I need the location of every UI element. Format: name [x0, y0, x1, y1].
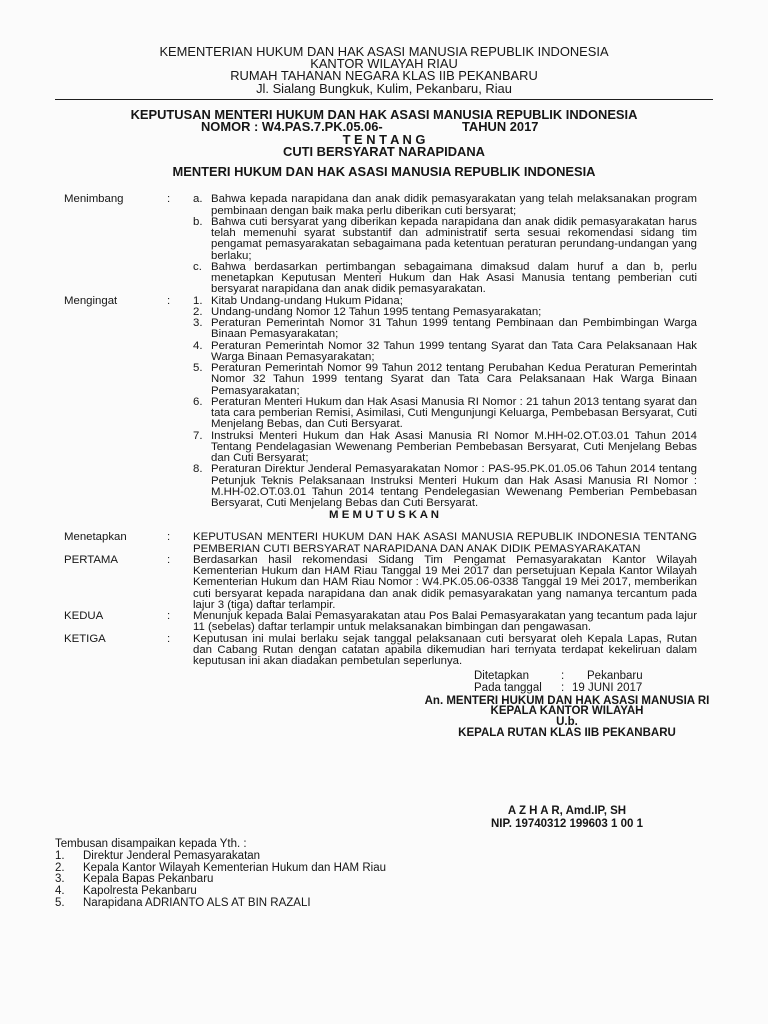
signature-delegation: U.b.	[556, 716, 578, 729]
mengingat-label: Mengingat	[64, 294, 118, 307]
header-regional-office: KANTOR WILAYAH RIAU	[310, 56, 458, 72]
decision-label: Menetapkan	[64, 531, 127, 544]
item-text: Kitab Undang-undang Hukum Pidana;	[211, 294, 403, 307]
item-text: Peraturan Menteri Hukum dan Hak Asasi Manusia RI Nomor : 21 tahun 2013 tentang syarat dan tata cara pemberian Remisi, Asimilasi, Cuti Mengunjungi Keluarga, Pembebasan Bersyarat, Cuti Menjelang Bebas, dan Cuti Bersyarat.	[211, 395, 697, 431]
item-marker: 1.	[193, 294, 203, 307]
date-label: Pada tanggal	[474, 682, 542, 694]
item-marker: b.	[193, 215, 203, 228]
tembusan-recipient: Kapolresta Pekanbaru	[83, 884, 197, 897]
item-text: Peraturan Pemerintah Nomor 99 Tahun 2012 tentang Perubahan Kedua Peraturan Pemerintah Nomor 32 Tahun 1999 tentang Syarat dan Tata Cara Pelaksanaan Hak Warga Binaan Pemasyarakatan;	[211, 362, 697, 397]
signature-authority	[410, 696, 724, 739]
place-label: Ditetapkan	[474, 670, 529, 682]
item-marker: c.	[193, 260, 202, 273]
clause-colon: :	[167, 193, 171, 206]
menimbang-item	[193, 262, 697, 296]
item-text: Instruksi Menteri Hukum dan Hak Asasi Manusia RI Nomor M.HH-02.OT.03.01 Tahun 2014 Tentang Pendelagasian Wewenang Pemberian Pembebasan Bersyarat, Cuti Menjelang Bebas dan Cuti Bersyarat;	[211, 429, 697, 465]
tembusan-item	[55, 898, 386, 910]
item-text: Bahwa berdasarkan pertimbangan sebagaimana dimaksud dalam huruf a dan b, perlu menetapkan Keputusan Menteri Hukum dan Hak Asasi Manusia tentang pemberian cuti bersyarat narapidana dan anak didik pemasyarakatan.	[211, 260, 697, 296]
menimbang-list	[193, 194, 697, 295]
item-marker: 7.	[193, 429, 203, 442]
menimbang-clause	[64, 194, 697, 295]
header-ministry: KEMENTERIAN HUKUM DAN HAK ASASI MANUSIA REPUBLIK INDONESIA	[159, 43, 609, 59]
signature-position: KEPALA RUTAN KLAS IIB PEKANBARU	[458, 726, 676, 739]
tembusan-item	[55, 886, 386, 898]
item-marker: 3.	[193, 317, 203, 330]
menimbang-label: Menimbang	[64, 193, 124, 206]
clause-colon: :	[167, 553, 171, 566]
item-text: Bahwa cuti bersyarat yang diberikan kepada narapidana dan anak didik pemasyarakatan harus telah memenuhi syarat substantif dan administratif serta sesuai rekomendasi sidang tim pengamat pemasyarakatan sebagaimana pada ketentuan peraturan perundang-undangan yang berlaku;	[211, 215, 697, 262]
decision-text: KEPUTUSAN MENTERI HUKUM DAN HAK ASASI MANUSIA REPUBLIK INDONESIA TENTANG PEMBERIAN CUTI BERSYARAT NARAPIDANA DAN ANAK DIDIK PEMASYARAKATAN	[193, 531, 697, 555]
tembusan-number: 5.	[55, 896, 65, 909]
item-marker: a.	[193, 193, 203, 206]
signature-date-row	[474, 682, 643, 694]
clause-colon: :	[167, 531, 171, 544]
tembusan-number: 2.	[55, 861, 65, 874]
title-heading: KEPUTUSAN MENTERI HUKUM DAN HAK ASASI MANUSIA REPUBLIK INDONESIA	[130, 106, 638, 122]
decree-year: TAHUN 2017	[462, 119, 539, 135]
decision-pertama	[64, 555, 697, 611]
tembusan-number: 4.	[55, 884, 65, 897]
place-value: Pekanbaru	[587, 670, 643, 682]
item-marker: 2.	[193, 305, 203, 318]
item-text: Peraturan Pemerintah Nomor 31 Tahun 1999 tentang Pembinaan dan Pembimbingan Warga Binaan Pemasyarakatan;	[211, 317, 697, 341]
tembusan-recipient: Direktur Jenderal Pemasyarakatan	[83, 850, 261, 863]
considerations-section	[64, 194, 697, 509]
item-marker: 6.	[193, 395, 203, 408]
item-marker: 5.	[193, 362, 203, 375]
clause-colon: :	[167, 610, 171, 623]
mengingat-item	[193, 363, 697, 397]
item-text: Peraturan Direktur Jenderal Pemasyarakatan Nomor : PAS-95.PK.01.05.06 Tahun 2014 tentang Petunjuk Teknis Pelaksanaan Instruksi Menteri Hukum dan Hak Asasi Manusia RI Nomor : M.HH-02.OT.03.01 Tahun 2014 tentang Pendelegasian Wewenang Pemberian Pembebasan Bersyarat, Cuti Menjelang Bebas dan Cuti Bersyarat.	[211, 463, 697, 510]
signature-place-row	[474, 670, 643, 682]
decision-text: Menunjuk kepada Balai Pemasyarakatan atau Pos Balai Pemasyarakatan yang tecantum pada lajur 11 (sebelas) daftar terlampir untuk melaksanakan bimbingan dan pengawasan.	[193, 610, 697, 634]
letterhead-divider	[55, 99, 713, 100]
date-value: 19 JUNI 2017	[572, 682, 643, 694]
signatory	[410, 805, 724, 831]
mengingat-item	[193, 318, 697, 341]
signature-on-behalf: An. MENTERI HUKUM DAN HAK ASASI MANUSIA RI	[424, 694, 710, 707]
mengingat-list	[193, 296, 697, 510]
decision-label: KETIGA	[64, 632, 106, 645]
decision-text: Keputusan ini mulai berlaku sejak tanggal pelaksanaan cuti bersyarat oleh Kepala Lapas, Rutan dan Cabang Rutan dengan catatan apabila dikemudian hari ternyata terdapat kekeliruan dalam keputusan ini akan diadakan pembetulan seperlunya.	[193, 632, 697, 668]
authority-heading: MENTERI HUKUM DAN HAK ASASI MANUSIA REPUBLIK INDONESIA	[172, 163, 596, 179]
title-number-row	[0, 121, 768, 133]
item-marker: 4.	[193, 339, 203, 352]
decree-title	[0, 106, 768, 159]
decision-menetapkan	[64, 532, 697, 555]
clause-colon: :	[167, 632, 171, 645]
letterhead	[0, 43, 768, 96]
menimbang-item	[193, 217, 697, 262]
memutuskan-heading: M E M U T U S K A N	[329, 509, 439, 522]
decision-ketiga	[64, 634, 697, 668]
item-text: Peraturan Pemerintah Nomor 32 Tahun 1999 tentang Syarat dan Tata Cara Pelaksanaan Hak Warga Binaan Pemasyarakatan;	[211, 339, 697, 363]
tembusan-section	[55, 839, 386, 909]
item-text: Undang-undang Nomor 12 Tahun 1995 tentang Pemasyarakatan;	[211, 305, 542, 318]
mengingat-item	[193, 431, 697, 465]
signature-meta	[474, 670, 643, 694]
tembusan-list	[55, 851, 386, 909]
item-text: Bahwa kepada narapidana dan anak didik pemasyarakatan yang telah melaksanakan program pembinaan dengan baik maka perlu diberikan cuti bersyarat;	[211, 193, 697, 217]
tembusan-recipient: Kepala Kantor Wilayah Kementerian Hukum dan HAM Riau	[83, 861, 386, 874]
title-subject: CUTI BERSYARAT NARAPIDANA	[283, 144, 485, 159]
tembusan-recipient: Narapidana ADRIANTO ALS AT BIN RAZALI	[83, 896, 311, 909]
signatory-nip: NIP. 19740312 199603 1 00 1	[491, 817, 643, 830]
header-address: Jl. Sialang Bungkuk, Kulim, Pekanbaru, Riau	[256, 80, 512, 96]
mengingat-item	[193, 341, 697, 364]
tembusan-recipient: Kepala Bapas Pekanbaru	[83, 873, 214, 886]
title-about: T E N T A N G	[342, 131, 426, 147]
date-colon: :	[561, 682, 565, 694]
tembusan-number: 1.	[55, 850, 65, 863]
mengingat-clause	[64, 296, 697, 510]
mengingat-item	[193, 464, 697, 509]
signature-office: KEPALA KANTOR WILAYAH	[490, 705, 644, 718]
tembusan-number: 3.	[55, 873, 65, 886]
tembusan-heading: Tembusan disampaikan kepada Yth. :	[55, 838, 247, 851]
clause-colon: :	[167, 294, 171, 307]
decree-number: NOMOR : W4.PAS.7.PK.05.06-	[201, 119, 383, 135]
header-institution: RUMAH TAHANAN NEGARA KLAS IIB PEKANBARU	[230, 68, 538, 84]
place-colon: :	[561, 670, 565, 682]
item-marker: 8.	[193, 463, 203, 476]
signatory-name: A Z H A R, Amd.IP, SH	[507, 804, 627, 817]
mengingat-item	[193, 397, 697, 431]
decision-label: PERTAMA	[64, 553, 119, 566]
menimbang-item	[193, 194, 697, 217]
decision-text: Berdasarkan hasil rekomendasi Sidang Tim Pengamat Pemasyarakatan Kantor Wilayah Kementerian Hukum dan HAM Riau Tanggal 19 Mei 2017 dan persetujuan Kepala Kantor Wilayah Kementerian Hukum dan HAM Riau Nomor : W4.PK.05.06-0338 Tanggal 19 Mei 2017, memberikan cuti bersyarat kepada narapidana dan anak didik pemasyarakatan yang namanya tercantum pada lajur 3 (tiga) daftar terlampir.	[193, 553, 697, 611]
decision-kedua	[64, 611, 697, 634]
decisions-section	[64, 532, 697, 667]
decision-label: KEDUA	[64, 610, 104, 623]
